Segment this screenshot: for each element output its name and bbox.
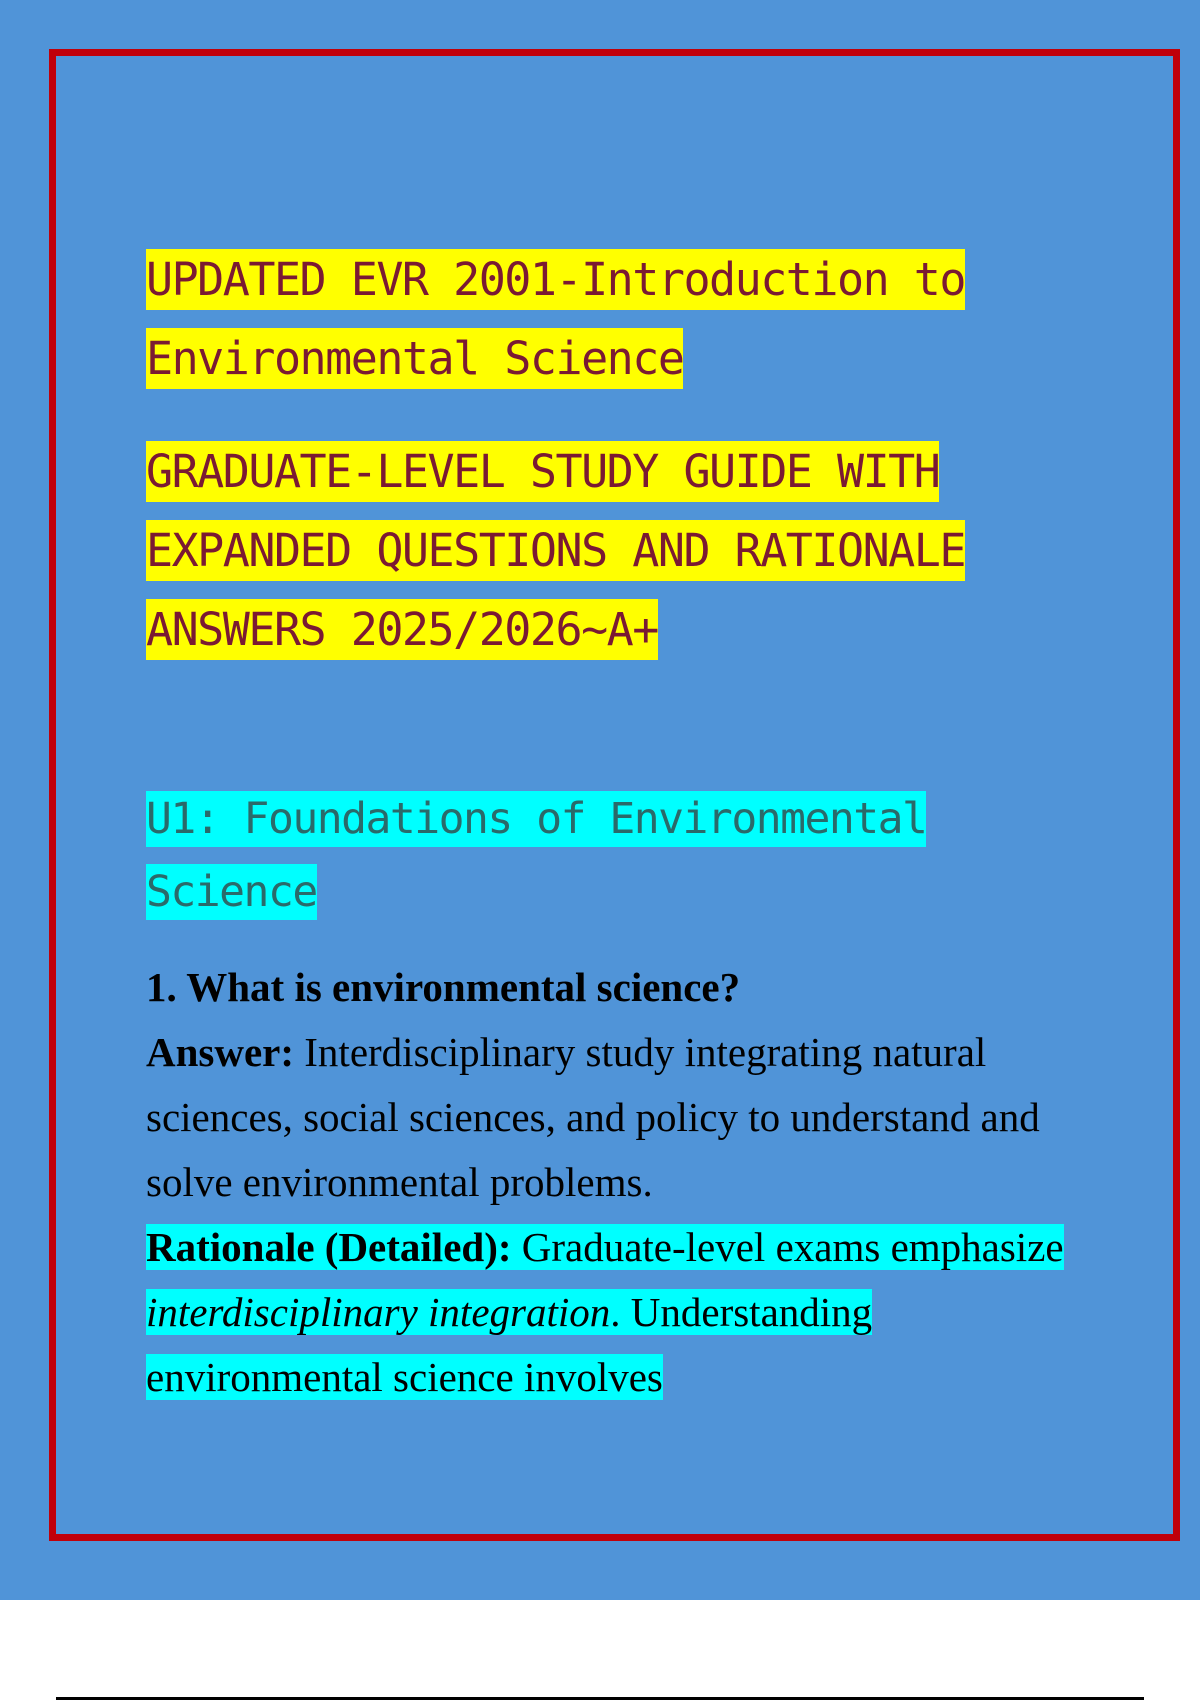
unit-heading-text: U1: Foundations of Environmental Science [146,791,926,920]
answer-paragraph [146,1029,1040,1205]
document-title [146,240,1076,398]
document-title-text: UPDATED EVR 2001-Introduction to Environmental Science [146,249,965,389]
question-text: 1. What is environmental science? [146,964,741,1010]
document-subtitle [146,432,1076,669]
rationale-emphasis: interdisciplinary integration [146,1289,611,1335]
document-subtitle-text: GRADUATE-LEVEL STUDY GUIDE WITH EXPANDED QUESTIONS AND RATIONALE ANSWERS 2025/2026~A+ [146,441,965,660]
unit-heading [146,783,1076,929]
answer-label: Answer: [146,1029,295,1075]
rationale-text-1: Graduate-level exams emphasize [511,1224,1064,1270]
rationale-paragraph [146,1224,1064,1400]
answer-text: Interdisciplinary study integrating natural sciences, social sciences, and policy to understand and solve environmental problems. [146,1029,1040,1205]
rationale-label: Rationale (Detailed): [146,1224,512,1270]
question-block [146,955,1076,1410]
page-content [146,240,1076,1410]
rationale-text-2: . Understanding environmental science involves [146,1289,873,1400]
